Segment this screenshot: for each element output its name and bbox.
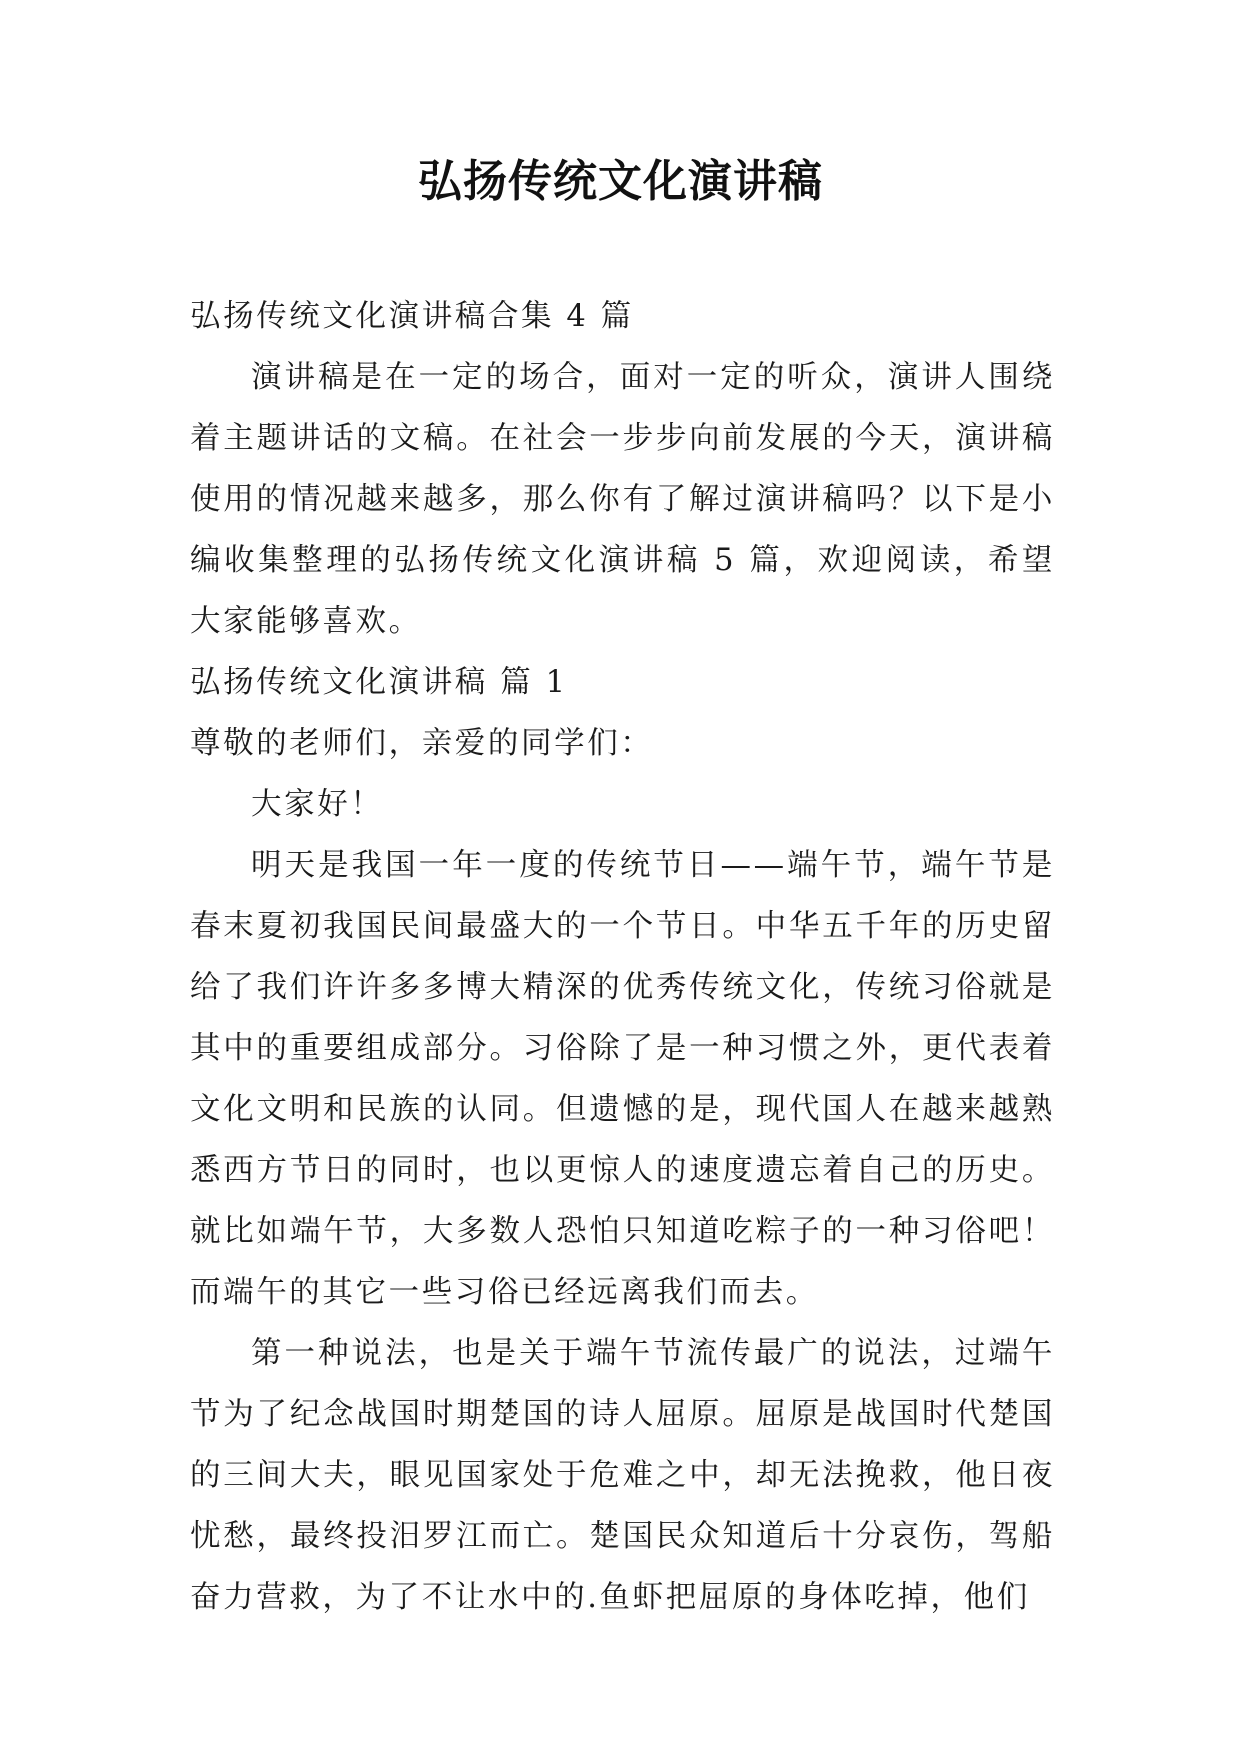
greeting: 大家好！: [251, 787, 384, 822]
intro-paragraph: 演讲稿是在一定的场合，面对一定的听众，演讲人围绕着主题讲话的文稿。在社会一步步向前发展的今天，演讲稿使用的情况越来越多，那么你有了解过演讲稿吗？以下是小编收集整理的弘扬传统文化演讲稿 5 篇，欢迎阅读，希望大家能够喜欢。: [190, 360, 1055, 639]
speech-heading: 弘扬传统文化演讲稿 篇 1: [190, 665, 568, 700]
salutation: 尊敬的老师们，亲爱的同学们：: [190, 726, 654, 761]
document-body: [190, 286, 1055, 1628]
body-paragraph: 明天是我国一年一度的传统节日——端午节，端午节是春末夏初我国民间最盛大的一个节日。中华五千年的历史留给了我们许许多多博大精深的优秀传统文化，传统习俗就是其中的重要组成部分。习俗除了是一种习惯之外，更代表着文化文明和民族的认同。但遗憾的是，现代国人在越来越熟悉西方节日的同时，也以更惊人的速度遗忘着自己的历史。就比如端午节，大多数人恐怕只知道吃粽子的一种习俗吧！而端午的其它一些习俗已经远离我们而去。: [190, 848, 1055, 1310]
body-paragraph: 第一种说法，也是关于端午节流传最广的说法，过端午节为了纪念战国时期楚国的诗人屈原。屈原是战国时代楚国的三间大夫，眼见国家处于危难之中，却无法挽救，他日夜忧愁，最终投汨罗江而亡。楚国民众知道后十分哀伤，驾船奋力营救，为了不让水中的.鱼虾把屈原的身体吃掉，他们: [190, 1336, 1055, 1615]
document-title: 弘扬传统文化演讲稿: [418, 156, 823, 207]
collection-heading: 弘扬传统文化演讲稿合集 4 篇: [190, 299, 634, 334]
